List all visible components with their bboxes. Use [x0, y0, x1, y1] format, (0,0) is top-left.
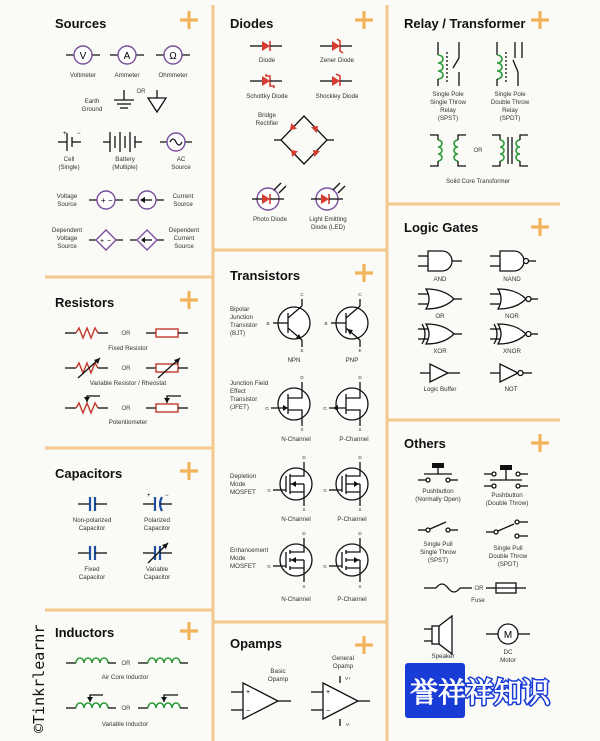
- section-diodes: [230, 16, 359, 231]
- vminus-label: V-: [345, 722, 351, 727]
- ammeter-label: Ammeter: [114, 72, 140, 79]
- or-label: OR: [121, 661, 131, 667]
- buffer-label: Logic Buffer: [423, 386, 457, 393]
- fuse-box-symbol: [486, 583, 526, 593]
- speaker-label: Speaker: [431, 653, 455, 660]
- svg-text:+: +: [326, 689, 331, 696]
- source-pin: S: [358, 584, 362, 589]
- solid-core-label: Solid Core Transformer: [446, 178, 510, 185]
- section-dividers: [45, 5, 560, 741]
- or-label: OR: [121, 366, 131, 372]
- plus-icon[interactable]: [180, 462, 198, 480]
- p-channel-label: P-Channel: [337, 596, 367, 603]
- emitter-pin: E: [358, 348, 362, 353]
- current-source-label-line1: Current: [172, 193, 194, 200]
- spdt-relay-label-line4: (SPDT): [499, 115, 521, 122]
- fixed-capacitor-symbol: [78, 546, 107, 560]
- pushbutton-dt-label-line1: Pushbutton: [491, 492, 523, 499]
- shockley-label: Shockley Diode: [315, 93, 359, 100]
- fuse-label: Fuse: [471, 597, 485, 604]
- section-inductors: [55, 625, 188, 728]
- dep-voltage-label-line1: Dependent: [51, 227, 83, 234]
- svg-text:−: −: [108, 196, 113, 205]
- earth-label-line2: Ground: [81, 106, 103, 113]
- depletion-label-line2: Mode: [230, 481, 246, 488]
- voltmeter-symbol: [66, 46, 100, 64]
- enhancement-label-line2: Mode: [230, 555, 246, 562]
- base-pin: B: [324, 321, 328, 326]
- fixed-resistor-label: Fixed Resistor: [108, 345, 148, 352]
- n-channel-label: N-Channel: [281, 596, 311, 603]
- plus-icon[interactable]: [180, 291, 198, 309]
- spdt-switch-symbol: [486, 520, 528, 538]
- jfet-label-line3: Transistor: [230, 396, 258, 403]
- brand-text: 誉祥祥知识: [410, 676, 551, 709]
- source-pin: S: [358, 507, 362, 512]
- air-core-label: Air Core Inductor: [101, 674, 149, 681]
- p-channel-label: P-Channel: [339, 436, 369, 443]
- spdt-relay-label-line1: Single Pole: [494, 91, 526, 98]
- spst-switch-label-line2: Single Throw: [420, 549, 456, 556]
- diode-symbol: [250, 41, 282, 51]
- spst-relay-label-line1: Single Pole: [432, 91, 464, 98]
- schottky-diode-symbol: [250, 74, 282, 88]
- bjt-label-line2: Junction: [230, 314, 254, 321]
- section-opamps: [230, 636, 370, 727]
- spst-relay-label-line4: (SPST): [437, 115, 459, 122]
- p-channel-depletion-mosfet-symbol: [323, 455, 368, 512]
- logic-buffer-symbol: [420, 364, 460, 382]
- spst-switch-label-line3: (SPST): [427, 557, 449, 564]
- dep-voltage-label-line2: Voltage: [56, 235, 78, 242]
- current-source-label-line2: Source: [173, 201, 193, 208]
- or-label: OR: [121, 406, 131, 412]
- section-title: Logic Gates: [404, 220, 479, 235]
- section-logic-gates: [404, 220, 538, 393]
- brand-badge: [405, 663, 551, 718]
- or-gate-symbol: [418, 289, 462, 309]
- dependent-voltage-source-symbol: [89, 230, 123, 250]
- section-title: Inductors: [55, 625, 115, 640]
- and-gate-symbol: [418, 251, 462, 271]
- xor-label: XOR: [433, 348, 447, 355]
- fixed-resistor-box-symbol: [146, 329, 188, 337]
- or-label: OR: [473, 148, 483, 154]
- svg-text:−: −: [77, 131, 81, 137]
- xnor-label: XNOR: [503, 348, 521, 355]
- p-channel-label: P-Channel: [337, 516, 367, 523]
- spdt-relay-label-line3: Relay: [502, 107, 518, 114]
- ohmmeter-label: Ohmmeter: [158, 72, 188, 79]
- svg-text:+: +: [100, 238, 105, 245]
- section-title: Sources: [55, 16, 107, 31]
- gate-pin: G: [267, 488, 271, 493]
- earth-ground-symbol: [114, 90, 134, 108]
- section-title: Capacitors: [55, 466, 123, 481]
- drain-pin: D: [358, 531, 362, 536]
- svg-text:−: −: [107, 238, 112, 245]
- basic-opamp-label-line1: Basic: [270, 668, 286, 675]
- dep-current-label-line2: Current: [173, 235, 195, 242]
- ac-label-line2: Source: [171, 164, 191, 171]
- spdt-relay-symbol: [497, 42, 522, 86]
- xnor-gate-symbol: [490, 324, 538, 344]
- base-pin: B: [266, 321, 270, 326]
- svg-text:−: −: [326, 708, 331, 715]
- gate-pin: G: [265, 406, 269, 411]
- plus-icon[interactable]: [355, 636, 373, 654]
- drain-pin: D: [302, 531, 306, 536]
- variable-capacitor-symbol: [143, 543, 172, 563]
- n-channel-depletion-mosfet-symbol: [267, 455, 312, 512]
- ground-symbol: [148, 90, 166, 112]
- earth-label-line1: Earth: [84, 98, 100, 105]
- emitter-pin: E: [300, 348, 304, 353]
- enhancement-label-line3: MOSFET: [230, 563, 256, 570]
- variable-resistor-label: Variable Resistor / Rheostat: [89, 380, 167, 387]
- plus-icon[interactable]: [531, 434, 549, 452]
- drain-pin: D: [358, 375, 362, 380]
- photo-diode-label: Photo Diode: [252, 216, 288, 223]
- xor-gate-symbol: [418, 324, 462, 344]
- dep-current-label-line3: Source: [174, 243, 194, 250]
- cell-label-line2: (Single): [58, 164, 80, 171]
- var-cap-label-line2: Capacitor: [143, 574, 171, 581]
- collector-pin: C: [300, 292, 304, 297]
- spst-relay-label-line2: Single Throw: [430, 99, 466, 106]
- source-pin: S: [302, 507, 306, 512]
- basic-opamp-symbol: [231, 683, 291, 719]
- current-source-symbol: [130, 191, 164, 209]
- np-cap-label-line1: Non-polarized: [72, 517, 112, 524]
- variable-inductor-label: Variable Inductor: [101, 721, 149, 728]
- variable-inductor-alt-symbol: [138, 695, 188, 708]
- cell-label-line1: Cell: [63, 156, 75, 163]
- svg-text:−: −: [165, 493, 169, 499]
- spst-switch-label-line1: Single Pull: [423, 541, 453, 548]
- section-resistors: [55, 295, 188, 426]
- polarized-capacitor-symbol: [143, 493, 172, 511]
- source-pin: S: [300, 427, 304, 432]
- dc-motor-symbol: [486, 624, 530, 644]
- gate-pin: G: [267, 564, 271, 569]
- or-label: OR: [121, 706, 131, 712]
- air-core-inductor-alt-symbol: [138, 658, 188, 663]
- watermark-text: ©Tinkrlearnr: [30, 624, 48, 733]
- not-label: NOT: [504, 386, 518, 393]
- fixed-cap-label-line1: Fixed: [84, 566, 100, 573]
- air-core-inductor-symbol: [66, 658, 116, 663]
- general-opamp-symbol: [311, 676, 370, 727]
- pushbutton-dt-symbol: [484, 465, 528, 488]
- npn-label: NPN: [287, 357, 301, 364]
- p-channel-jfet-symbol: [323, 375, 368, 432]
- bridge-label-line1: Bridge: [258, 112, 276, 119]
- bridge-rectifier-symbol: [274, 116, 334, 164]
- nor-gate-symbol: [490, 289, 538, 309]
- general-opamp-label-line2: Opamp: [332, 663, 354, 670]
- plus-icon[interactable]: [180, 622, 198, 640]
- spst-relay-symbol: [438, 42, 459, 86]
- svg-text:+: +: [63, 131, 67, 137]
- ac-source-symbol: [160, 133, 192, 151]
- battery-symbol: [103, 132, 142, 152]
- dep-voltage-label-line3: Source: [57, 243, 77, 250]
- dependent-current-source-symbol: [130, 230, 164, 250]
- drain-pin: D: [302, 455, 306, 460]
- dep-current-label-line1: Dependent: [168, 227, 200, 234]
- potentiometer-zigzag-symbol: [65, 396, 108, 413]
- spst-switch-symbol: [418, 522, 458, 532]
- section-title: Others: [404, 436, 446, 451]
- section-title: Transistors: [230, 268, 301, 283]
- gate-pin: G: [323, 406, 327, 411]
- voltmeter-label: Voltmeter: [69, 72, 97, 79]
- section-transistors: [230, 268, 369, 603]
- cell-symbol: [58, 131, 81, 151]
- solid-core-transformer-symbol: [492, 135, 528, 166]
- spdt-switch-label-line2: Double Throw: [488, 553, 528, 560]
- not-gate-symbol: [490, 364, 532, 382]
- variable-resistor-box-symbol: [146, 358, 188, 378]
- enhancement-label-line1: Enhancement: [230, 547, 269, 554]
- variable-inductor-symbol: [66, 695, 116, 708]
- source-pin: S: [358, 427, 362, 432]
- svg-text:+: +: [147, 493, 151, 499]
- pnp-label: PNP: [345, 357, 359, 364]
- section-others: [404, 436, 530, 664]
- fixed-resistor-zigzag-symbol: [65, 328, 108, 338]
- spdt-switch-label-line3: (SPDT): [497, 561, 519, 568]
- led-label-line2: Diode (LED): [310, 224, 346, 231]
- plus-icon[interactable]: [355, 11, 373, 29]
- nand-label: NAND: [503, 276, 521, 283]
- section-title: Relay / Transformer: [404, 16, 526, 31]
- jfet-label-line1: Junction Field: [230, 380, 269, 387]
- pushbutton-no-label-line2: (Normally Open): [415, 496, 461, 503]
- spst-relay-label-line3: Relay: [440, 107, 456, 114]
- transformer-symbol: [430, 135, 466, 166]
- n-channel-jfet-symbol: [265, 375, 310, 432]
- gate-pin: G: [323, 488, 327, 493]
- pushbutton-dt-label-line2: (Double Throw): [485, 500, 529, 507]
- general-opamp-label-line1: General: [331, 655, 355, 662]
- p-channel-enhancement-mosfet-symbol: [323, 531, 368, 589]
- nand-gate-symbol: [490, 251, 536, 271]
- zener-label: Zener Diode: [319, 57, 355, 64]
- ac-label-line1: AC: [176, 156, 186, 163]
- spdt-switch-label-line1: Single Pull: [493, 545, 523, 552]
- plus-icon[interactable]: [531, 218, 549, 236]
- section-title: Opamps: [230, 636, 283, 651]
- svg-text:+: +: [246, 689, 251, 696]
- n-channel-label: N-Channel: [281, 436, 311, 443]
- or-gate-label: OR: [435, 313, 445, 320]
- motor-letter: M: [503, 630, 513, 641]
- ohmmeter-symbol: [156, 46, 190, 64]
- collector-pin: C: [358, 292, 362, 297]
- svg-text:+: +: [101, 196, 106, 205]
- gate-pin: G: [323, 564, 327, 569]
- voltage-source-symbol: [89, 191, 123, 209]
- non-polarized-capacitor-symbol: [78, 497, 107, 511]
- npn-transistor-symbol: [266, 292, 310, 353]
- n-channel-label: N-Channel: [281, 516, 311, 523]
- pnp-transistor-symbol: [324, 292, 368, 353]
- section-title: Diodes: [230, 16, 274, 31]
- potentiometer-label: Potentiometer: [108, 419, 148, 426]
- or-label: OR: [136, 89, 146, 95]
- nor-label: NOR: [505, 313, 519, 320]
- basic-opamp-label-line2: Opamp: [267, 676, 289, 683]
- jfet-label-line4: (JFET): [230, 404, 249, 411]
- pushbutton-no-label-line1: Pushbutton: [422, 488, 454, 495]
- battery-label-line1: Battery: [115, 156, 135, 163]
- photo-diode-symbol: [252, 183, 286, 210]
- or-label: OR: [474, 586, 484, 592]
- bridge-label-line2: Rectifier: [255, 120, 279, 127]
- section-title: Resistors: [55, 295, 115, 310]
- voltmeter-letter: V: [79, 51, 87, 62]
- source-pin: S: [302, 584, 306, 589]
- n-channel-enhancement-mosfet-symbol: [267, 531, 312, 589]
- zener-diode-symbol: [320, 39, 352, 53]
- schottky-label: Schottky Diode: [246, 93, 288, 100]
- fixed-cap-label-line2: Capacitor: [78, 574, 106, 581]
- bjt-label-line3: Transistor: [230, 322, 258, 329]
- led-label-line1: Light Emitting: [309, 216, 347, 223]
- variable-resistor-zigzag-symbol: [65, 358, 108, 378]
- section-relay-transformer: [404, 16, 530, 185]
- battery-label-line2: (Multiple): [112, 164, 138, 171]
- shockley-diode-symbol: [320, 74, 352, 86]
- motor-label-line1: DC: [503, 649, 513, 656]
- depletion-label-line3: MOSFET: [230, 489, 256, 496]
- voltage-source-label-line1: Voltage: [56, 193, 78, 200]
- fuse-wave-symbol: [424, 584, 472, 592]
- depletion-label-line1: Depletion: [230, 473, 257, 480]
- pushbutton-no-symbol: [418, 463, 458, 482]
- bjt-label-line4: (BJT): [230, 330, 246, 337]
- ammeter-symbol: [110, 46, 144, 64]
- voltage-source-label-line2: Source: [57, 201, 77, 208]
- plus-icon[interactable]: [180, 11, 198, 29]
- or-label: OR: [121, 331, 131, 337]
- plus-icon[interactable]: [531, 11, 549, 29]
- section-sources: [52, 16, 200, 250]
- ohmmeter-letter: Ω: [169, 51, 177, 62]
- np-cap-label-line2: Capacitor: [78, 525, 106, 532]
- pol-cap-label-line1: Polarized: [144, 517, 170, 524]
- svg-text:−: −: [246, 708, 251, 715]
- section-capacitors: [55, 466, 172, 581]
- drain-pin: D: [358, 455, 362, 460]
- pol-cap-label-line2: Capacitor: [143, 525, 171, 532]
- motor-label-line2: Motor: [500, 657, 516, 664]
- led-symbol: [311, 183, 345, 210]
- potentiometer-box-symbol: [146, 396, 188, 412]
- spdt-relay-label-line2: Double Throw: [490, 99, 530, 106]
- var-cap-label-line1: Variable: [145, 566, 169, 573]
- drain-pin: D: [300, 375, 304, 380]
- and-label: AND: [433, 276, 447, 283]
- ammeter-letter: A: [123, 51, 131, 62]
- bjt-label-line1: Bipolar: [230, 306, 250, 313]
- diode-label: Diode: [258, 57, 276, 64]
- vplus-label: V+: [345, 676, 351, 681]
- jfet-label-line2: Effect: [230, 388, 246, 395]
- plus-icon[interactable]: [355, 264, 373, 282]
- speaker-symbol: [424, 616, 452, 654]
